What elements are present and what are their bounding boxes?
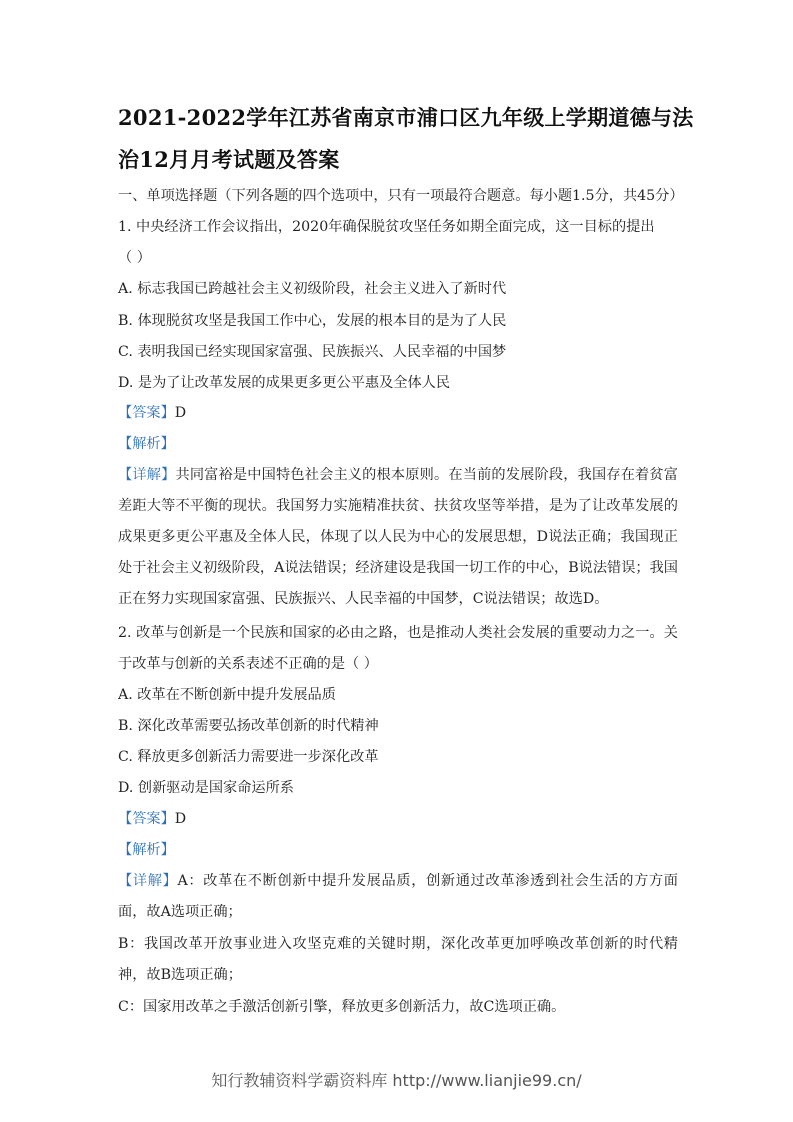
q2-option-c: C. 释放更多创新活力需要进一步深化改革: [118, 749, 379, 765]
section-heading: 一、单项选择题（下列各题的四个选项中，只有一项最符合题意。每小题1.5分，共45分）: [118, 188, 684, 204]
q2-detail-a: [118, 866, 678, 928]
footer-watermark: 知行教辅资料学霸资料库 http://www.lianjie99.cn/: [211, 1071, 582, 1090]
q1-detail-tag: 【详解】: [118, 467, 176, 483]
q2-analysis-tag: [118, 840, 678, 860]
q1-detail: [118, 460, 678, 615]
q2-answer: [118, 809, 678, 829]
q2-answer-tag: 【答案】: [118, 811, 175, 827]
q1-option-d: D. 是为了让改革发展的成果更多更公平惠及全体人民: [118, 375, 451, 391]
q1-analysis-tag: [118, 434, 678, 454]
q2-analysis-label: 【解析】: [118, 842, 175, 858]
q1-answer-tag: 【答案】: [118, 405, 175, 421]
q2-option-b: B. 深化改革需要弘扬改革创新的时代精神: [118, 718, 379, 734]
q2-option-a: A. 改革在不断创新中提升发展品质: [118, 687, 336, 703]
q1-option-a: A. 标志我国已跨越社会主义初级阶段，社会主义进入了新时代: [118, 281, 507, 297]
q2-detail-tag: 【详解】: [118, 873, 178, 889]
q1-option-c: C. 表明我国已经实现国家富强、民族振兴、人民幸福的中国梦: [118, 344, 507, 360]
document-title-line1: 2021-2022学年江苏省南京市浦口区九年级上学期道德与法: [118, 105, 694, 130]
q1-detail-text: 共同富裕是中国特色社会主义的根本原则。在当前的发展阶段，我国存在着贫富差距大等不平衡的现状。我国努力实施精准扶贫、扶贫攻坚等举措，是为了让改革发展的成果更多更公平惠及全体人民，体现了以人民为中心的发展思想，D说法正确；我国现正处于社会主义初级阶段，A说法错误；经济建设是我国一切工作的中心，B说法错误；我国正在努力实现国家富强、民族振兴、人民幸福的中国梦，C说法错误；故选D。: [118, 467, 678, 607]
q2-option-d: D. 创新驱动是国家命运所系: [118, 780, 294, 796]
q2-stem: 2. 改革与创新是一个民族和国家的必由之路，也是推动人类社会发展的重要动力之一。关于改革与创新的关系表述不正确的是（ ）: [118, 625, 678, 672]
q1-blank: （ ）: [118, 250, 151, 266]
q2-detail-a-text: A：改革在不断创新中提升发展品质，创新通过改革渗透到社会生活的方方面面，故A选项正确；: [118, 873, 678, 920]
document-title-line2: 治12月月考试题及答案: [118, 147, 340, 172]
q1-answer: [118, 403, 678, 423]
q1-answer-value: D: [174, 405, 187, 421]
q1-stem: 1. 中央经济工作会议指出，2020年确保脱贫攻坚任务如期全面完成，这一目标的提出: [118, 219, 655, 235]
q1-option-b: B. 体现脱贫攻坚是我国工作中心，发展的根本目的是为了人民: [118, 313, 507, 329]
q2-answer-value: D: [174, 811, 187, 827]
q2-detail-c: C：国家用改革之手激活创新引擎，释放更多创新活力，故C选项正确。: [118, 999, 566, 1015]
q1-analysis-label: 【解析】: [118, 436, 175, 452]
q2-detail-b: B：我国改革开放事业进入攻坚克难的关键时期，深化改革更加呼唤改革创新的时代精神，故B选项正确；: [118, 936, 678, 983]
